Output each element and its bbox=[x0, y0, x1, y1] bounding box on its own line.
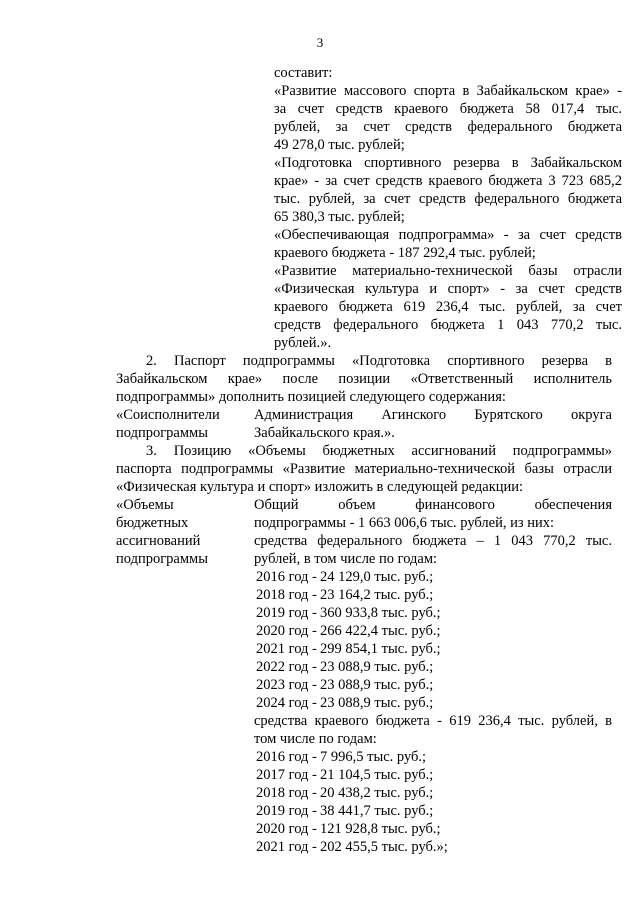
year-label: 2023 год - bbox=[256, 677, 317, 693]
regional-years-list bbox=[256, 748, 448, 856]
year-label: 2021 год - bbox=[256, 839, 317, 855]
year-amount: 266 422,4 тыс. руб.; bbox=[320, 623, 441, 639]
intro-line: 49 278,0 тыс. рублей; bbox=[274, 137, 405, 153]
year-label: 2021 год - bbox=[256, 641, 317, 657]
intro-line: за счет средств краевого бюджета 58 017,4 тыс. bbox=[274, 101, 622, 117]
year-amount: 23 088,9 тыс. руб.; bbox=[320, 677, 434, 693]
year-row bbox=[256, 784, 448, 802]
value-line: Администрация Агинского Бурятского округа bbox=[254, 407, 612, 423]
intro-line: рублей, за счет средств федерального бюджета bbox=[274, 119, 622, 135]
label-line: подпрограммы bbox=[116, 425, 208, 441]
value-line: средства краевого бюджета - 619 236,4 тыс. рублей, в bbox=[254, 713, 612, 729]
regional-budget-text bbox=[116, 712, 612, 748]
year-amount: 23 088,9 тыс. руб.; bbox=[320, 659, 434, 675]
year-label: 2022 год - bbox=[256, 659, 317, 675]
year-label: 2019 год - bbox=[256, 605, 317, 621]
value-line: том числе по годам: bbox=[254, 731, 377, 747]
year-row bbox=[256, 604, 441, 622]
page-number: 3 bbox=[316, 35, 324, 50]
year-label: 2019 год - bbox=[256, 803, 317, 819]
year-amount: 24 129,0 тыс. руб.; bbox=[320, 569, 434, 585]
paragraph-line: 3. Позицию «Объемы бюджетных ассигнований подпрограммы» bbox=[146, 443, 612, 459]
year-amount: 23 164,2 тыс. руб.; bbox=[320, 587, 434, 603]
year-row bbox=[256, 676, 441, 694]
intro-line: «Развитие материально-технической базы отрасли bbox=[274, 263, 622, 279]
year-row bbox=[256, 640, 441, 658]
budget-value bbox=[254, 496, 612, 568]
intro-line: «Подготовка спортивного резерва в Забайкальском bbox=[274, 155, 622, 171]
paragraph-line: «Физическая культура и спорт» изложить в следующей редакции: bbox=[116, 479, 524, 495]
label-line: бюджетных bbox=[116, 515, 189, 531]
year-label: 2020 год - bbox=[256, 623, 317, 639]
year-row bbox=[256, 820, 448, 838]
year-row bbox=[256, 748, 448, 766]
intro-line: «Обеспечивающая подпрограмма» - за счет средств bbox=[274, 227, 622, 243]
year-row bbox=[256, 622, 441, 640]
value-line: подпрограммы - 1 663 006,6 тыс. рублей, из них: bbox=[254, 515, 555, 531]
value-line: Забайкальского края.». bbox=[254, 425, 395, 441]
year-amount: 38 441,7 тыс. руб.; bbox=[320, 803, 434, 819]
intro-line: краевого бюджета 619 236,4 тыс. рублей, за счет bbox=[274, 299, 622, 315]
intro-line: рублей.». bbox=[274, 335, 332, 351]
year-label: 2018 год - bbox=[256, 785, 317, 801]
year-label: 2024 год - bbox=[256, 695, 317, 711]
coexecutors-row bbox=[116, 406, 612, 442]
item-3-paragraph bbox=[116, 442, 612, 496]
year-label: 2017 год - bbox=[256, 767, 317, 783]
value-line: Общий объем финансового обеспечения bbox=[254, 497, 612, 513]
paragraph-line: 2. Паспорт подпрограммы «Подготовка спортивного резерва в bbox=[146, 353, 612, 369]
value-line: рублей, в том числе по годам: bbox=[254, 551, 438, 567]
year-label: 2016 год - bbox=[256, 569, 317, 585]
coexecutors-label bbox=[116, 406, 246, 442]
year-row bbox=[256, 838, 448, 856]
label-line: «Объемы bbox=[116, 497, 174, 513]
year-row bbox=[256, 766, 448, 784]
year-amount: 20 438,2 тыс. руб.; bbox=[320, 785, 434, 801]
label-line: подпрограммы bbox=[116, 551, 208, 567]
coexecutors-value bbox=[254, 406, 612, 442]
year-row bbox=[256, 694, 441, 712]
intro-line: краевого бюджета - 187 292,4 тыс. рублей; bbox=[274, 245, 536, 261]
regional-value bbox=[254, 712, 612, 748]
year-amount: 7 996,5 тыс. руб.; bbox=[320, 749, 427, 765]
year-amount: 21 104,5 тыс. руб.; bbox=[320, 767, 434, 783]
value-line: средства федерального бюджета – 1 043 770,2 тыс. bbox=[254, 533, 612, 549]
label-line: ассигнований bbox=[116, 533, 201, 549]
intro-line: тыс. рублей, за счет средств федерального бюджета bbox=[274, 191, 622, 207]
year-amount: 202 455,5 тыс. руб.»; bbox=[320, 839, 448, 855]
item-2-paragraph bbox=[116, 352, 612, 406]
intro-line: составит: bbox=[274, 65, 333, 81]
year-row bbox=[256, 568, 441, 586]
year-label: 2018 год - bbox=[256, 587, 317, 603]
intro-line: «Физическая культура и спорт» - за счет средств bbox=[274, 281, 622, 297]
year-amount: 360 933,8 тыс. руб.; bbox=[320, 605, 441, 621]
budget-label bbox=[116, 496, 246, 568]
year-row bbox=[256, 658, 441, 676]
intro-line: крае» - за счет средств краевого бюджета 3 723 685,2 bbox=[274, 173, 622, 189]
paragraph-line: паспорта подпрограммы «Развитие материально-технической базы отрасли bbox=[116, 461, 612, 477]
federal-years-list bbox=[256, 568, 441, 712]
label-line: «Соисполнители bbox=[116, 407, 220, 423]
year-label: 2016 год - bbox=[256, 749, 317, 765]
year-amount: 121 928,8 тыс. руб.; bbox=[320, 821, 441, 837]
year-label: 2020 год - bbox=[256, 821, 317, 837]
intro-line: средств федерального бюджета 1 043 770,2 тыс. bbox=[274, 317, 622, 333]
year-amount: 299 854,1 тыс. руб.; bbox=[320, 641, 441, 657]
intro-line: «Развитие массового спорта в Забайкальском крае» - bbox=[274, 83, 622, 99]
year-row bbox=[256, 802, 448, 820]
paragraph-line: Забайкальском крае» после позиции «Ответственный исполнитель bbox=[116, 371, 612, 387]
intro-block bbox=[274, 64, 622, 352]
year-row bbox=[256, 586, 441, 604]
intro-line: 65 380,3 тыс. рублей; bbox=[274, 209, 405, 225]
budget-row bbox=[116, 496, 612, 568]
paragraph-line: подпрограммы» дополнить позицией следующего содержания: bbox=[116, 389, 506, 405]
year-amount: 23 088,9 тыс. руб.; bbox=[320, 695, 434, 711]
